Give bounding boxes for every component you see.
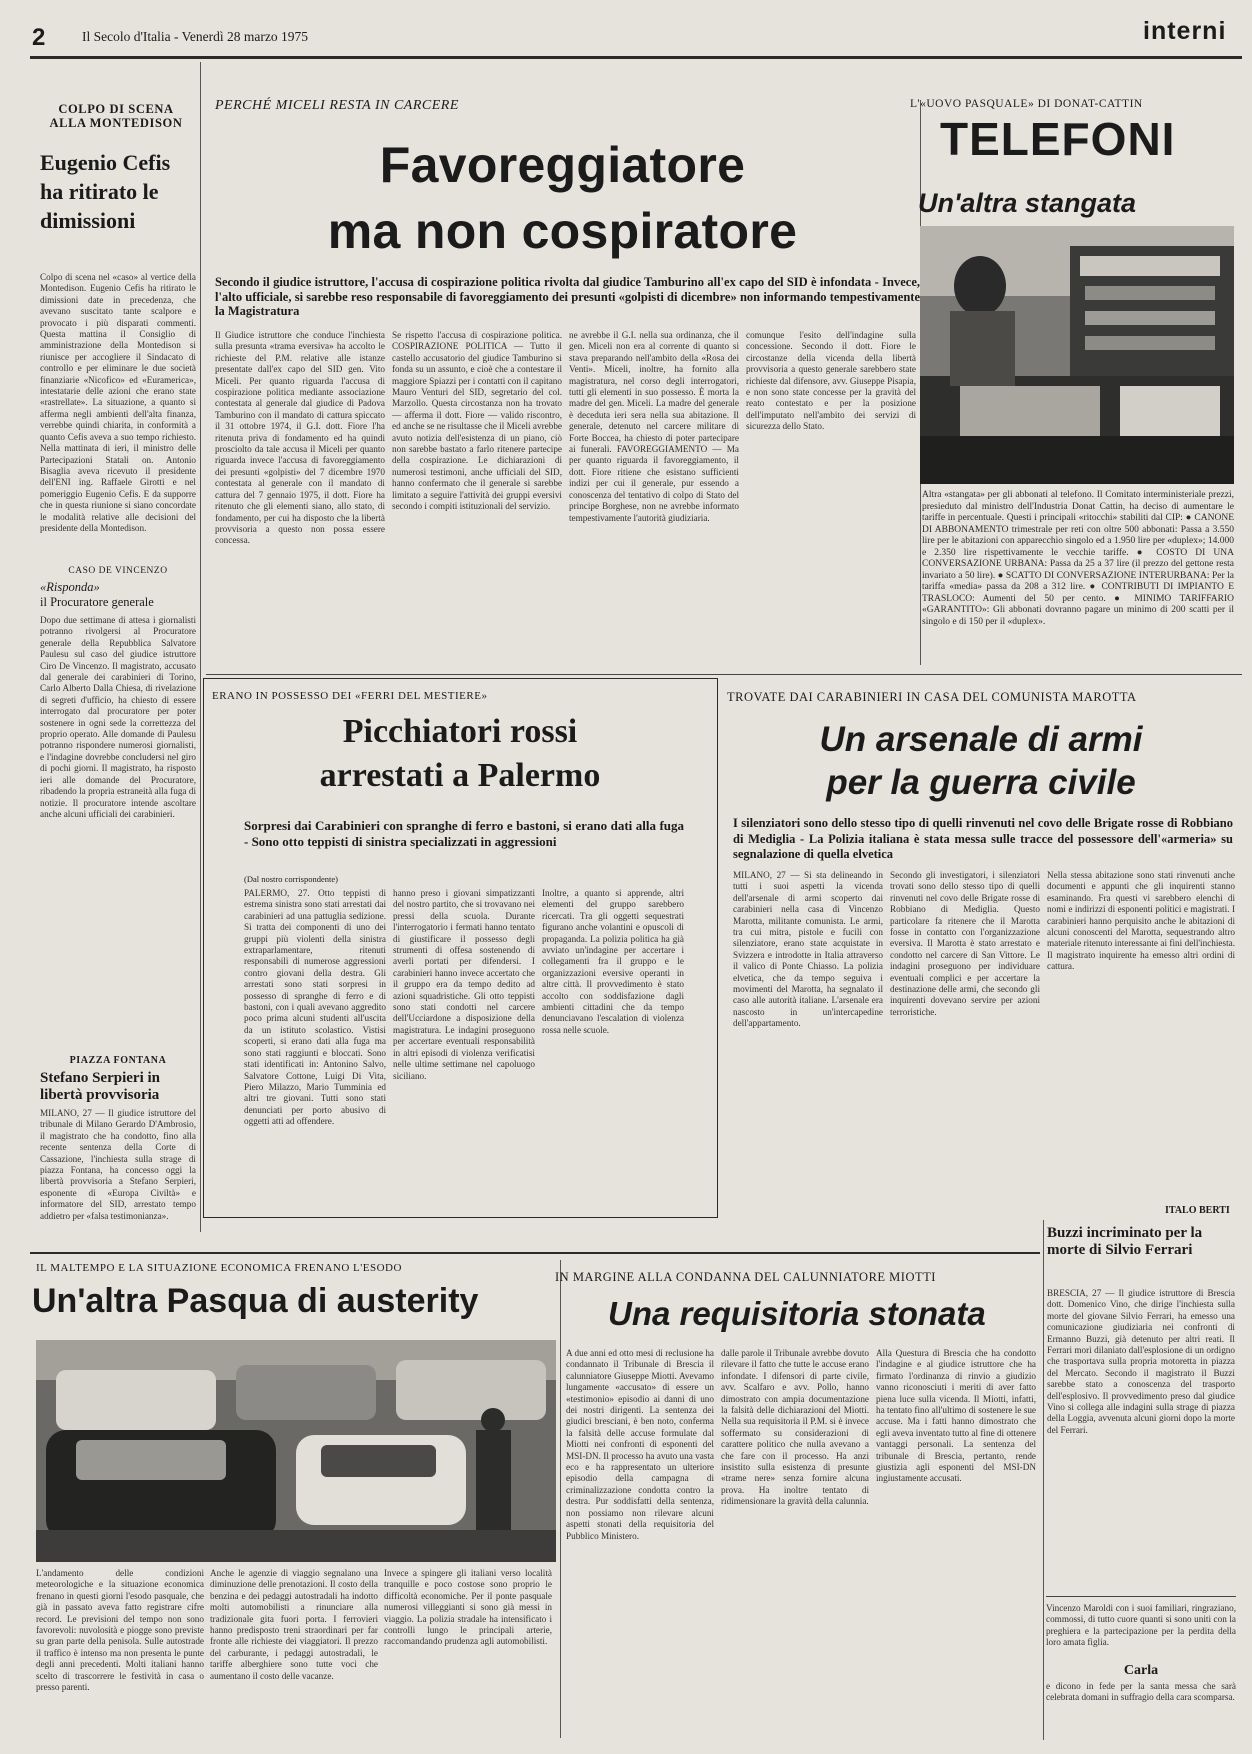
telefoni-subtitle: Un'altra stangata [918, 188, 1136, 218]
obituary-text-2: e dicono in fede per la santa messa che sarà celebrata domani in suffragio della cara scomparsa. [1046, 1681, 1236, 1703]
telefoni-caption: Altra «stangata» per gli abbonati al telefono. Il Comitato interministeriale prezzi, presieduto dal ministro dell'Industria Donat Cattin, ha deciso di aumentare le tariffe in percentuale. Questi i principali «ritocchi» stabiliti dal CIP: ● CANONE DI ABBONAMENTO trimestrale per reti con oltre 500 abbonati: Passa a 3.550 lire per le abitazioni con apparecchio singolo ed a 1.950 lire per «duplex»; 14.000 e 2.350 lire rispettivamente le vecchie tariffe. ● COSTO DI UNA CONVERSAZIONE URBANA: Passa da 25 a 37 lire (il prezzo del gettone resta invariato a 50 lire). ● SCATTO DI CONVERSAZIONE INTERURBANA: Per la tariffa «media» passa da 208 a 312 lire. ● CONTRIBUTI DI IMPIANTO E TRASLOCO: Aumenti del 50 per cento. ● MINIMO TARIFFARIO «GARANTITO»: Gli abbonati dovranno pagare un minimo di 200 scatti per il singolo e di 150 per il «duplex». [922, 490, 1234, 627]
devincenzo-headline: «Risponda» il Procuratore generale [40, 580, 154, 609]
miotti-kicker: IN MARGINE ALLA CONDANNA DEL CALUNNIATORE MIOTTI [555, 1270, 936, 1284]
pasqua-col-3: Invece a spingere gli italiani verso località tranquille e poco costose sono proprio le difficoltà economiche. Per il ponte pasquale numerosi villeggianti si sono già messi in viaggio. La polizia stradale ha intensificato i controlli lungo le principali arterie, raccomandando prudenza agli automobilisti. [384, 1568, 552, 1647]
traffic-jam-image [36, 1340, 556, 1562]
piazza-kicker: PIAZZA FONTANA [69, 1055, 167, 1066]
devincenzo-body: Dopo due settimane di attesa i giornalisti potranno rivolgersi al Procuratore generale della Repubblica Salvatore Paulesu sul caso del giudice istruttore Ciro De Vincenzo. Il magistrato, accusato dal generale dei carabinieri di Torino, Carlo Alberto Dalla Chiesa, di rivelazione di segreti d'ufficio, ha chiesto di essere interrogato dal procuratore per poter sostenere in ogni sede la correttezza del proprio operato. Alle domande di Paulesu potranno rispondere numerosi giornalisti, e l'indagine dovrebbe concludersi nel giro di pochi giorni. Il magistrato, ha risposto ieri alle domande del Procuratore, ribadendo la propria estraneità alla fuga di notizie. Il procuratore intende ascoltare anche alcuni ufficiali dei carabinieri. [40, 615, 196, 819]
marotta-col-1: MILANO, 27 — Si sta delineando in tutti i suoi aspetti la vicenda dell'arsenale di armi scoperto dai carabinieri nella casa di Vincenzo Marotta, militante comunista. Le armi, tra cui mitra, pistole e fucili con silenziatore, erano state acquistate in Svizzera e introdotte in Italia attraverso il valico di Ponte Chiasso. La polizia elvetica, che da tempo seguiva i movimenti del Marotta, ha segnalato il caso alle autorità italiane. L'arsenale era nascosto in un'intercapedine dell'appartamento. [733, 870, 883, 1029]
miceli-deck: Secondo il giudice istruttore, l'accusa di cospirazione politica rivolta dal giudice Tamburino all'ex capo del SID è infondata - Invece, l'alto ufficiale, si sarebbe reso responsabile di favoreggiamento dei presunti «golpisti di dicembre» non informando tempestivamente la Magistratura [215, 275, 920, 318]
telefoni-photo [920, 226, 1234, 484]
obituary-box [1046, 1596, 1236, 1738]
marotta-deck: I silenziatori sono dello stesso tipo di quelli rinvenuti nel covo delle Brigate rosse di Robbiano di Mediglia - La Polizia italiana è stata messa sulle tracce del possessore dell'«armeria» su segnalazione di quella elvetica [733, 816, 1233, 861]
devincenzo-kicker: CASO DE VINCENZO [68, 566, 168, 576]
marotta-kicker: TROVATE DAI CARABINIERI IN CASA DEL COMUNISTA MAROTTA [727, 690, 1137, 704]
palermo-col-3: Inoltre, a quanto si apprende, altri elementi del gruppo sarebbero ricercati. Tra gli oggetti sequestrati figurano anche volantini e opuscoli di propaganda. La polizia politica ha già avviato un'indagine per accertare i collegamenti fra il gruppo e le organizzazioni eversive operanti in altre città. Il provvedimento è stato accolto con soddisfazione dagli ambienti cittadini che da tempo denunciavano l'escalation di violenza rossa nelle scuole. [542, 888, 684, 1035]
serpieri-body: MILANO, 27 — Il giudice istruttore del tribunale di Milano Gerardo D'Ambrosio, il magistrato che ha condotto, fino alla recente sentenza della Corte di Cassazione, l'inchiesta sulla strage di piazza Fontana, ha concesso oggi la libertà provvisoria a Stefano Serpieri, esponente di «Europa Civiltà» e informatore del SID, arrestato tempo addietro per «falsa testimonianza». [40, 1108, 196, 1221]
palermo-col-1: PALERMO, 27. Otto teppisti di estrema sinistra sono stati arrestati dai carabinieri ad una pattuglia sedizione. Si tratta dei componenti di uno dei gruppi più violenti della sinistra extraparlamentare, ritenuti responsabili di numerose aggressioni contro giovani della destra. Gli arrestati sono stati sorpresi in possesso di spranghe di ferro e di bastoni, con i quali avevano aggredito poco prima alcuni studenti all'uscita da un istituto scolastico. Vistisi scoperti, si erano dati alla fuga ma sono stati raggiunti e bloccati. Sono stati identificati in: Antonino Salvo, Salvatore Cottone, Luigi Di Vita, Piero Milazzo, Mario Tumminia ed altri tre giovani. Tutti sono stati denunciati per porto abusivo di oggetti atti ad offendere. [244, 888, 386, 1127]
masthead-rule [30, 56, 1242, 59]
pasqua-col-1: L'andamento delle condizioni meteorologiche e la situazione economica frenano in questi giorni l'esodo pasquale, che già in passato aveva fatto registrare cifre record. Le previsioni del tempo non sono favorevoli: nuvolosità e piogge sono previste su gran parte della penisola. Sulle autostrade il traffico è intenso ma non presenta le punte degli anni precedenti. Molti italiani hanno scelto di trascorrere le festività in casa o presso parenti. [36, 1568, 204, 1693]
ferrari-headline: Buzzi incriminato per la morte di Silvio Ferrari [1047, 1225, 1203, 1258]
ferrari-body: BRESCIA, 27 — Il giudice istruttore di Brescia dott. Domenico Vino, che dirige l'inchiesta sulla morte del giovane Silvio Ferrari, ha emesso una comunicazione giudiziaria nei confronti di Ermanno Buzzi, già detenuto per altri reati. Il Ferrari morì dilaniato dall'esplosione di un ordigno che trasportava sulla propria motoretta in piazza del Mercato. Secondo il magistrato il Buzzi sarebbe stato a conoscenza del trasporto dell'esplosivo. Il provvedimento preso dal giudice Vino si collega alle indagini sulla strage di piazza della Loggia, avvenuta alcuni giorni dopo la morte del Ferrari. [1047, 1288, 1235, 1435]
pasqua-col-2: Anche le agenzie di viaggio segnalano una diminuzione delle prenotazioni. Il costo della benzina e dei pedaggi autostradali ha indotto molti automobilisti a rinunciare alla tradizionale gita fuori porta. I ferrovieri hanno predisposto treni straordinari per far fronte alle richieste dei viaggiatori. Il prezzo del carburante, i pedaggi autostradali, le tariffe alberghiere sono tutte voci che aumentano il costo delle vacanze. [210, 1568, 378, 1681]
marotta-byline: ITALO BERTI [1165, 1205, 1230, 1216]
palermo-byline: (Dal nostro corrispondente) [244, 874, 338, 884]
right-column-divider [1043, 1220, 1044, 1740]
serpieri-headline: Stefano Serpieri in libertà provvisoria [40, 1070, 160, 1103]
middle-rule [206, 674, 1242, 675]
palermo-headline: Picchiatori rossi arrestati a Palermo [319, 713, 601, 794]
palermo-deck: Sorpresi dai Carabinieri con spranghe di ferro e bastoni, si erano dati alla fuga - Sono otto teppisti di sinistra specializzati in aggressioni [244, 818, 684, 849]
pasqua-headline: Un'altra Pasqua di austerity [32, 1282, 479, 1320]
miceli-col-2: Se rispetto l'accusa di cospirazione politica. COSPIRAZIONE POLITICA — Tutto il castello accusatorio del giudice Tamburino si fonda su un assunto, e cioè che a contestare il maggiore Spiazzi per i contatti con il capitano Mauro Venturi del SID, segretario del col. Marzollo. Questa circostanza non ha trovato — afferma il dott. Fiore — valido riscontro, ed anche se ne risultasse che il Miceli avrebbe avuto notizia dell'esistenza di un piano, ciò non sarebbe bastato a farlo ritenere partecipe della cospirazione. Le dichiarazioni di numerosi testimoni, anche ufficiali del SID, hanno confermato che il generale si sarebbe limitato a seguire l'attività dei gruppi eversivi secondo i compiti istituzionali del servizio. [392, 330, 562, 512]
page-number: 2 [32, 24, 46, 51]
miceli-col-1: Il Giudice istruttore che conduce l'inchiesta sulla presunta «trama eversiva» ha accolto le richieste del P.M. relative alle istanze presentate dall'ex capo del SID gen. Vito Miceli. Per quanto riguarda l'accusa di cospirazione politica mediante associazione contestata al generale dal giudice di Padova Tamburino con il mandato di cattura spiccato il 31 ottobre 1974, il G.I. dott. Fiore l'ha ritenuta priva di fondamento ed ha quindi prosciolto da tale accusa il Miceli per quanto riguarda invece l'accusa di favoreggiamento dei presunti «golpisti» del 7 dicembre 1970 contestata al generale con il mandato di cattura del 7 gennaio 1975, il dott. Fiore ha ritenuto che gli elementi siano, allo stato, di fondamento, per cui ha disposto che la libertà provvisoria a questo non possa essere concessa. [215, 330, 385, 546]
miotti-col-1: A due anni ed otto mesi di reclusione ha condannato il Tribunale di Brescia il calunniatore Giuseppe Miotti. Avevamo lungamente «accusato» di essere un «testimonio» episodio ai danni di uno dei nostri dirigenti. La sentenza dei giudici bresciani, è ben noto, conferma la falsità delle accuse formulate dal Miotti nei confronti di esponenti del MSI-DN. Il processo ha avuto una vasta eco e ha rappresentato un ulteriore episodio della campagna di criminalizzazione condotta contro la destra. Pur soddisfatti della sentenza, non possiamo non rilevare alcuni aspetti stonati della requisitoria del Pubblico Ministero. [566, 1348, 714, 1541]
cefis-kicker: COLPO DI SCENA ALLA MONTEDISON [49, 102, 183, 130]
date-line: Il Secolo d'Italia - Venerdì 28 marzo 1975 [82, 29, 308, 44]
marotta-col-2: Secondo gli investigatori, i silenziatori trovati sono dello stesso tipo di quelli rinvenuti nel covo delle Brigate rosse di Robbiano di Mediglia. Questo particolare fa ritenere che il Marotta fosse in contatto con l'organizzazione eversiva. Il Marotta è stato arrestato e condotto nel carcere di San Vittore. Le indagini proseguono per individuare eventuali complici e per accertare la destinazione delle armi, che secondo gli inquirenti dovevano servire per azioni terroristiche. [890, 870, 1040, 1017]
miceli-col-4: comunque l'esito dell'indagine sulla concessione. Secondo il dott. Fiore le circostanze della vicenda della libertà provvisoria a questo generale sarebbero state richieste dal difensore, avv. Giuseppe Pisapia, e non sono state concesse per la gravità del reato contestato e per la posizione dell'imputato nell'ambito dei servizi di sicurezza dello Stato. [746, 330, 916, 432]
left-column-divider [200, 62, 201, 1232]
bottom-section-rule [30, 1252, 1040, 1254]
telefoni-kicker: L'«UOVO PASQUALE» DI DONAT-CATTIN [910, 98, 1143, 110]
palermo-col-2: hanno preso i giovani simpatizzanti del nostro partito, che si trovavano nei pressi della scuola. Durante l'interrogatorio i fermati hanno tentato di giustificare il possesso degli strumenti di offesa sostenendo di averli portati per difendersi. I carabinieri hanno invece accertato che il gruppo era da tempo dedito ad azioni squadristiche. Gli otto teppisti sono stati condotti nel carcere dell'Ucciardone a disposizione della magistratura. Le indagini proseguono per accertare eventuali responsabilità in altri episodi di violenza verificatisi nelle ultime settimane nel capoluogo siciliano. [393, 888, 535, 1081]
section-label: interni [1143, 17, 1227, 45]
marotta-headline: Un arsenale di armi per la guerra civile [819, 720, 1143, 802]
miotti-headline: Una requisitoria stonata [608, 1295, 986, 1332]
cefis-headline: Eugenio Cefis ha ritirato le dimissioni [40, 150, 171, 233]
pasqua-kicker: IL MALTEMPO E LA SITUAZIONE ECONOMICA FRENANO L'ESODO [36, 1262, 402, 1274]
obituary-name: Carla [1123, 1663, 1159, 1678]
operator-switchboard-image [920, 226, 1234, 484]
palermo-kicker: ERANO IN POSSESSO DEI «FERRI DEL MESTIERE» [212, 690, 488, 702]
obituary-text: Vincenzo Maroldi con i suoi familiari, ringraziano, commossi, di tutto cuore quanti si sono uniti con la preghiera e la partecipazione per la perdita della loro amata figlia. [1046, 1603, 1236, 1648]
cefis-body: Colpo di scena nel «caso» al vertice della Montedison. Eugenio Cefis ha ritirato le dimissioni date in precedenza, che avevano suscitato tante scalpore e provocato i più disparati commenti. Questa mattina il Consiglio di amministrazione della Montedison si riunisce per accogliere il Sindacato di controllo e per eliminare le due società finanziarie «Nicofico» ed «Euramerica», intestatarie delle azioni che erano state «rastrellate». La situazione, a quanto si afferma negli ambienti dell'alta finanza, verrebbe quindi chiarita, in conformità a quanto Cefis aveva a suo tempo richiesto. Nella mattinata di ieri, il ministro delle Partecipazioni Statali on. Antonio Bisaglia aveva ricevuto il presidente dell'ENI ing. Raffaele Girotti e nel pomeriggio Eugenio Cefis. E da supporre che in questa riunione si siano concordate le modalità relative alle decisioni del presidente della Montedison. [40, 272, 196, 533]
miceli-headline: Favoreggiatore ma non cospiratore [327, 137, 798, 259]
pasqua-photo [36, 1340, 556, 1562]
marotta-col-3: Nella stessa abitazione sono stati rinvenuti anche documenti e appunti che gli inquirenti stanno esaminando. Fra questi vi sarebbero elenchi di nomi e indirizzi di esponenti politici e magistrati. I carabinieri hanno perquisito anche le abitazioni di alcuni conoscenti del Marotta, sequestrando altro materiale ritenuto interessante ai fini dell'inchiesta. Il magistrato inquirente ha emesso altri ordini di cattura. [1047, 870, 1235, 972]
miceli-kicker: PERCHÉ MICELI RESTA IN CARCERE [215, 98, 459, 113]
telefoni-headline: TELEFONI [940, 113, 1176, 165]
bottom-middle-divider [560, 1260, 561, 1738]
miceli-col-3: ne avrebbe il G.I. nella sua ordinanza, che il gen. Miceli non era al corrente di quanto si stava preparando nell'ambito della «Rosa dei Venti». Miceli, inoltre, ha fornito alla magistratura, nel corso degli interrogatori, tutti gli elementi in suo possesso. È morta la madre del gen. Miceli. La madre del generale è deceduta ieri sera nella sua abitazione. Il generale, detenuto nel carcere militare di Forte Boccea, ha chiesto di poter partecipare ai funerali. FAVOREGGIAMENTO — Ma per quanto riguarda il favoreggiamento, il dott. Fiore ritiene che esistano sufficienti indizi per cui il generale, pur essendo a conoscenza del tentativo di colpo di Stato del principe Borghese, non ne avrebbe informato tempestivamente l'autorità giudiziaria. [569, 330, 739, 523]
miotti-col-3: Alla Questura di Brescia che ha condotto l'indagine e al giudice istruttore che ha firmato l'ordinanza di rinvio a giudizio vanno riconosciuti i meriti di aver fatto piena luce sulla vicenda. Il Miotti, infatti, ha tentato fino all'ultimo di sostenere le sue accuse. Ma i fatti hanno dimostrato che egli aveva inventato tutto al fine di ottenere vantaggi personali. La sentenza del tribunale di Brescia, pertanto, rende giustizia agli esponenti del MSI-DN ingiustamente accusati. [876, 1348, 1036, 1484]
miotti-col-2: dalle parole il Tribunale avrebbe dovuto rilevare il fatto che tutte le accuse erano infondate. I difensori di parte civile, avv. Scalfaro e avv. Pollo, hanno dimostrato con ampia documentazione la falsità delle dichiarazioni del Miotti. Nella sua requisitoria il P.M. si è invece soffermato su considerazioni di carattere politico che nulla avevano a che fare con il processo. Ha anzi insistito sulla esistenza di presunte «trame nere» senza fornire alcuna prova. Ha inoltre tentato di ridimensionare la gravità della calunnia. [721, 1348, 869, 1507]
